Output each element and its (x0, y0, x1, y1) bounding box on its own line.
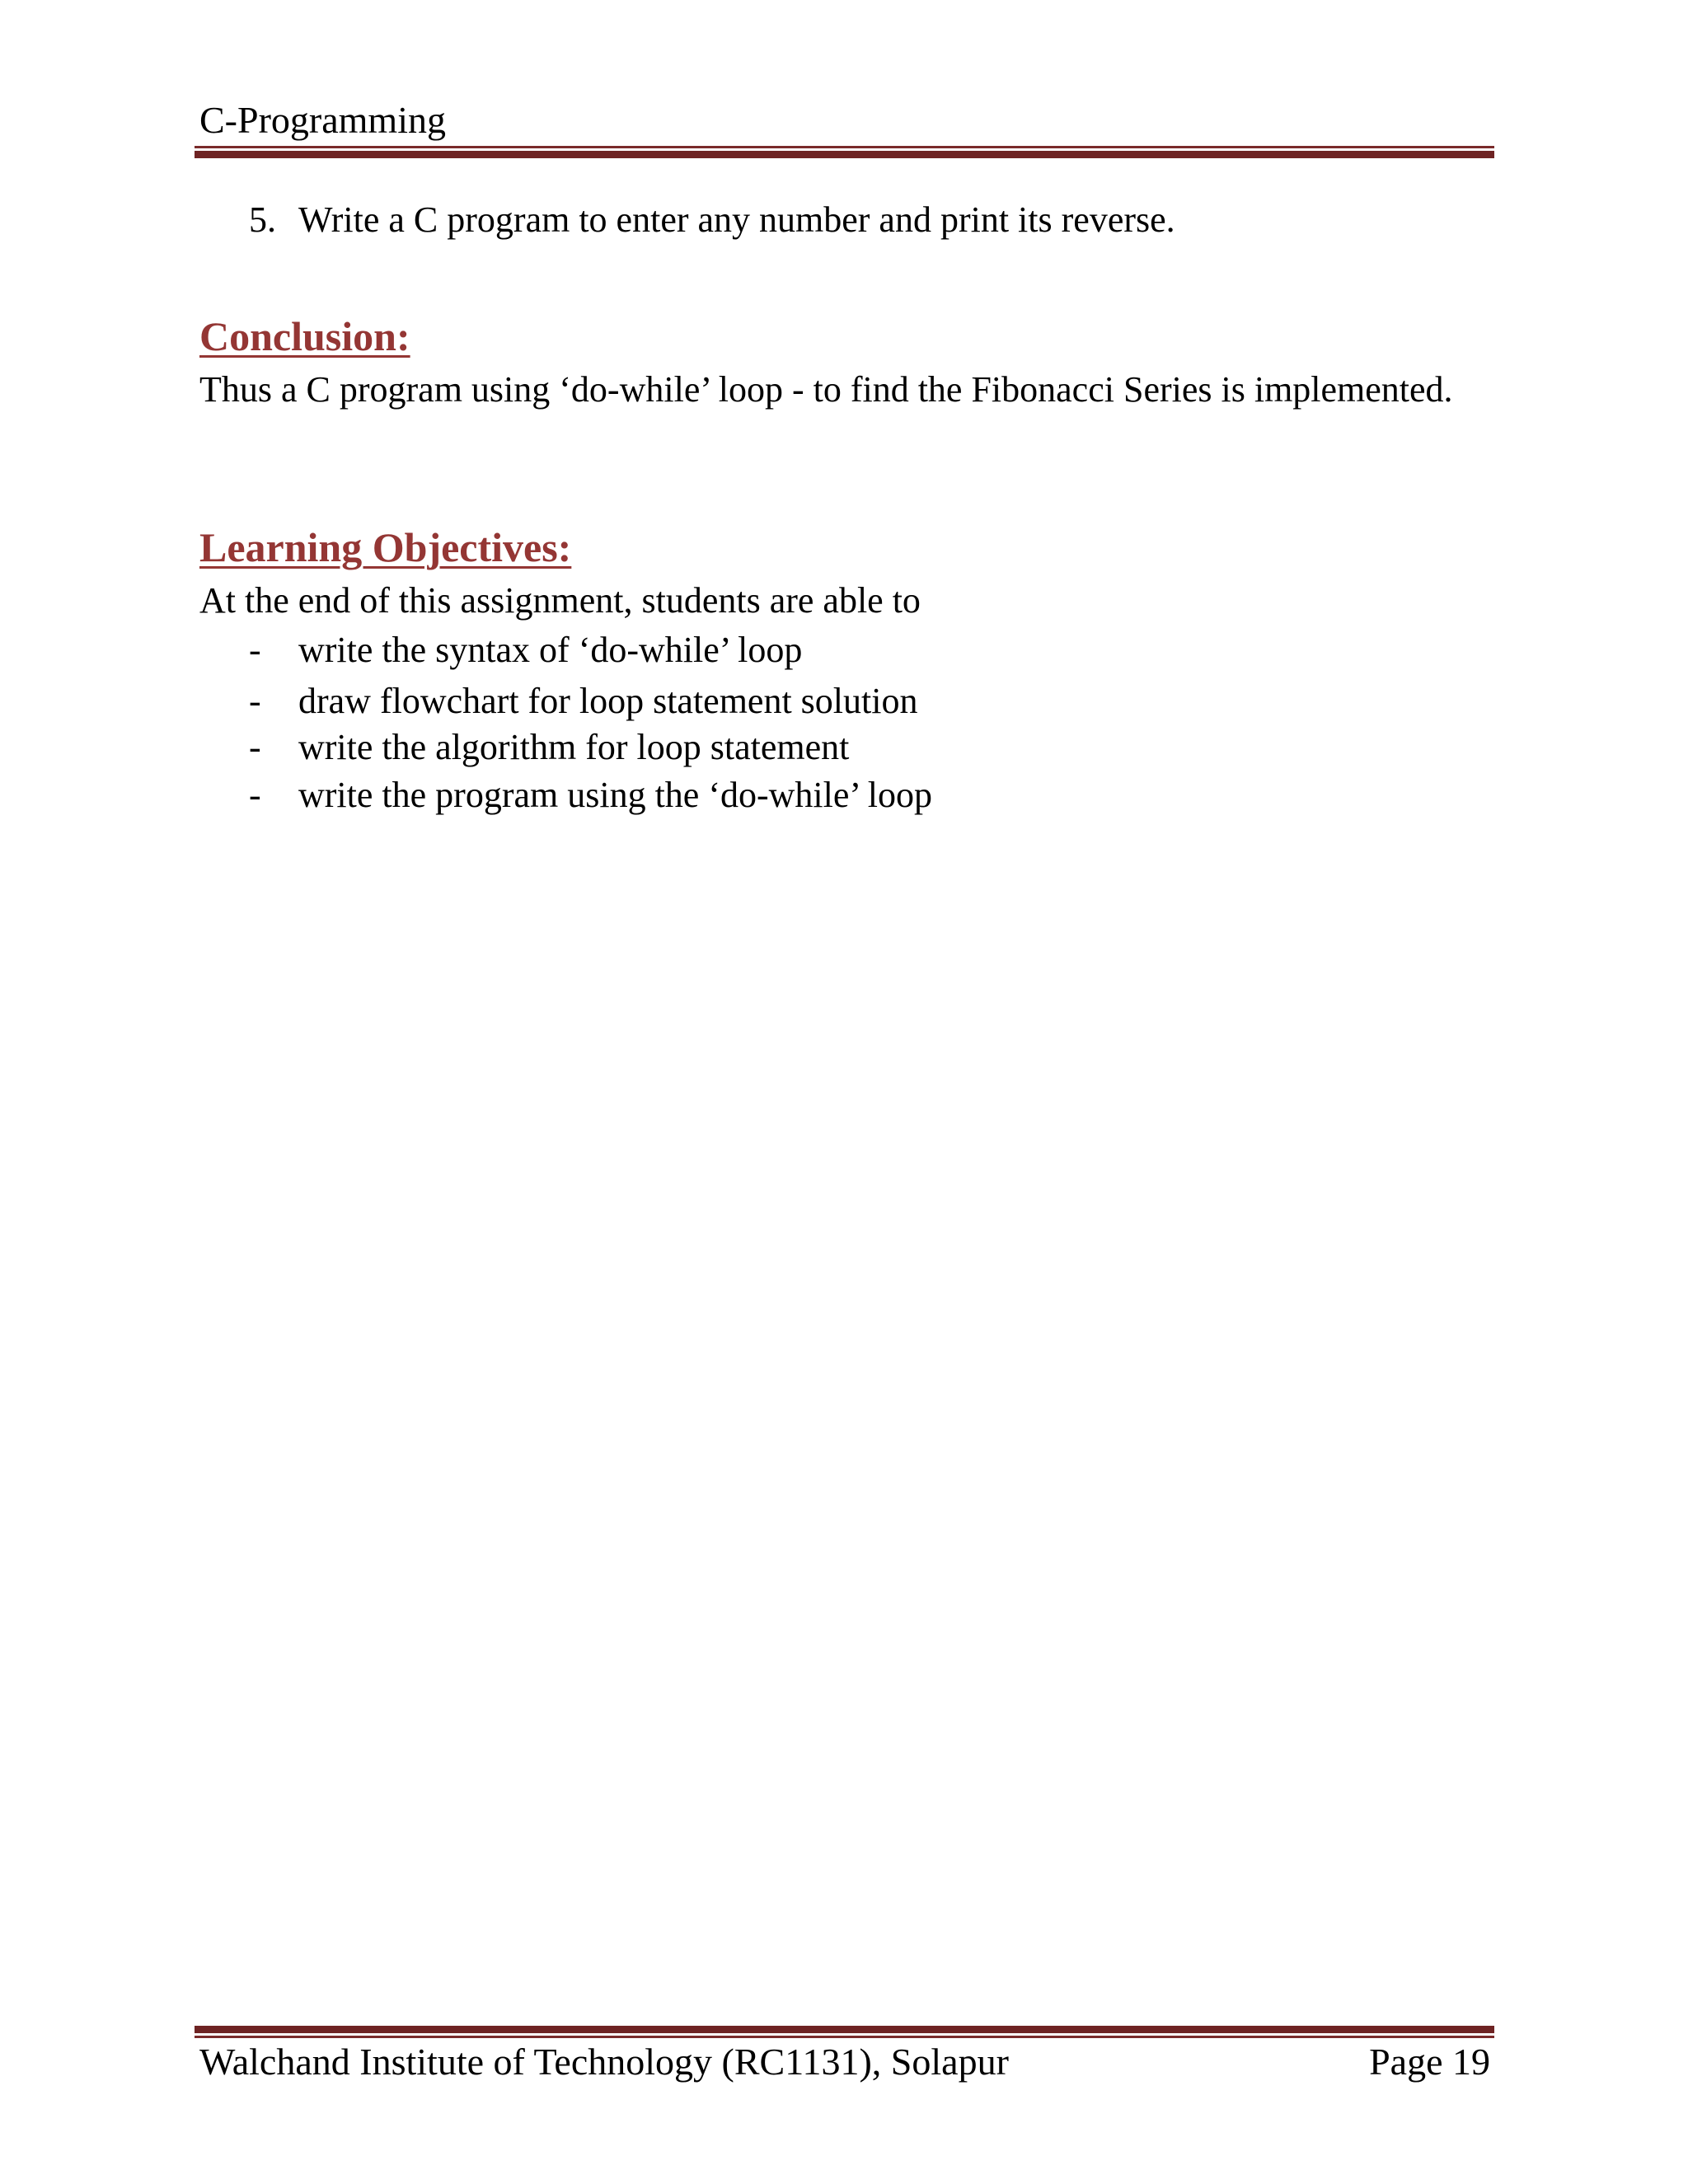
list-item-text: write the program using the ‘do-while’ loop (298, 775, 932, 815)
conclusion-paragraph: Thus a C program using ‘do-while’ loop - to find the Fibonacci Series is implemented. (199, 369, 1453, 410)
header-rule-thin-line (195, 146, 1494, 148)
footer-rule-thick-line (195, 2026, 1494, 2033)
list-item-text: write the syntax of ‘do-while’ loop (298, 630, 803, 670)
bullet-dash: - (249, 727, 261, 767)
header-rule (195, 146, 1494, 158)
learning-objectives-heading: Learning Objectives: (199, 524, 572, 570)
footer-page-number: Page 19 (1369, 2041, 1490, 2083)
learning-objectives-intro: At the end of this assignment, students are able to (199, 580, 921, 621)
footer-rule-thin-line (195, 2036, 1494, 2038)
list-item (249, 771, 932, 819)
conclusion-heading: Conclusion: (199, 313, 410, 359)
list-item (249, 626, 932, 674)
header-rule-thick-line (195, 151, 1494, 158)
learning-objectives-list (249, 626, 932, 819)
footer-rule (195, 2026, 1494, 2038)
bullet-dash: - (249, 681, 261, 721)
exercise-number: 5. (249, 199, 276, 240)
exercise-text: Write a C program to enter any number and print its reverse. (298, 199, 1175, 240)
exercise-item-5 (249, 198, 1175, 242)
bullet-dash: - (249, 775, 261, 815)
running-header-title: C-Programming (199, 99, 446, 141)
list-item (249, 724, 932, 771)
list-item (249, 677, 932, 724)
list-item-text: write the algorithm for loop statement (298, 727, 850, 767)
bullet-dash: - (249, 630, 261, 670)
list-item-text: draw flowchart for loop statement solution (298, 681, 918, 721)
footer-institute: Walchand Institute of Technology (RC1131), Solapur (199, 2041, 1009, 2083)
